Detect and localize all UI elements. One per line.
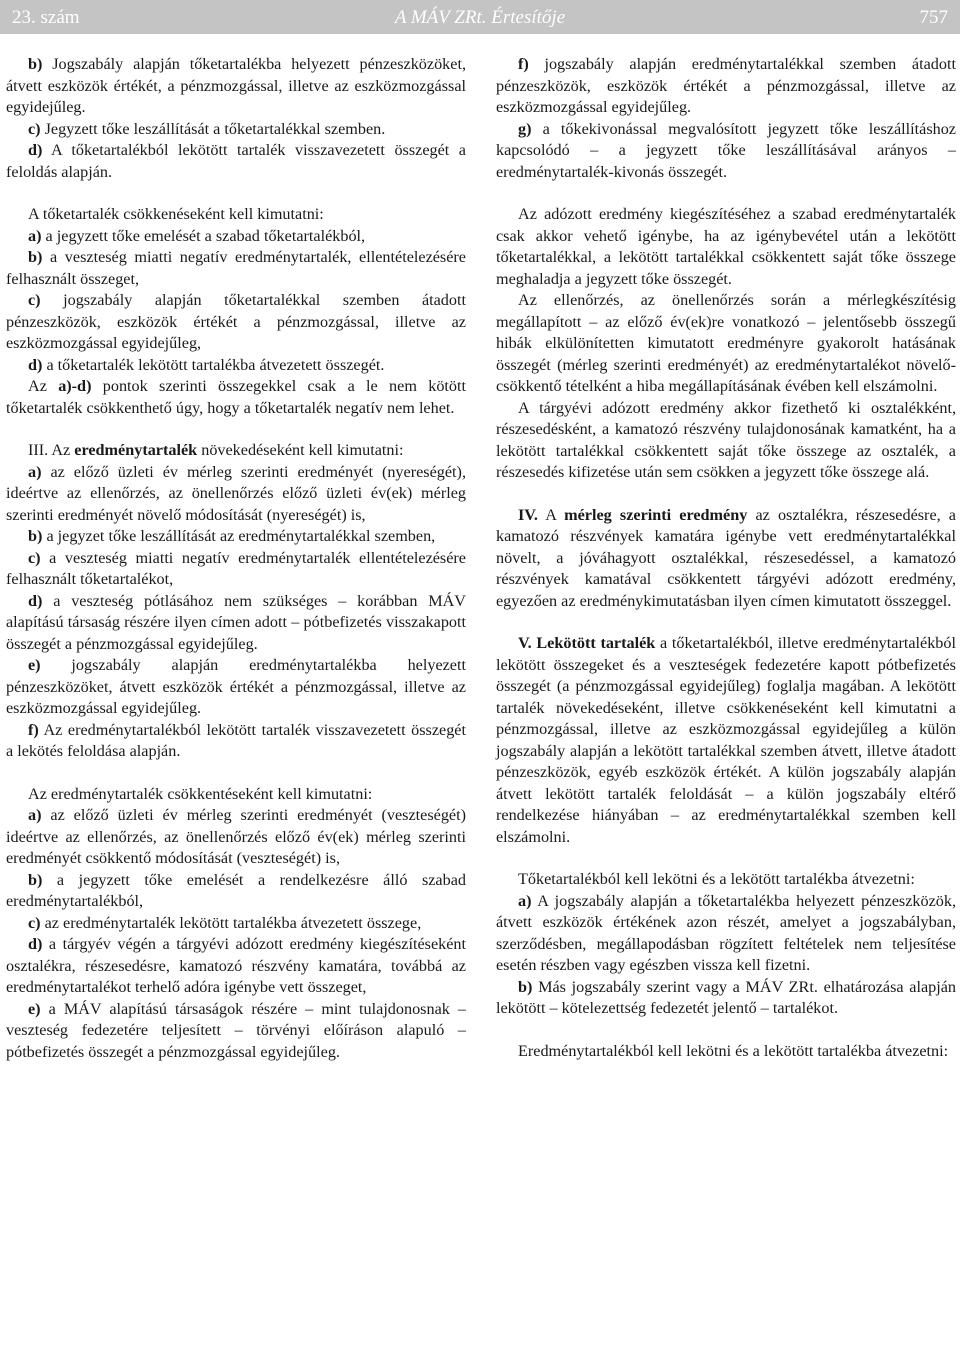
paragraph (6, 226, 466, 248)
item-text: az előző üzleti év mérleg szerinti eredményét (nyereségét), ideértve az ellenőrzés, az önellenőrzés előző üzleti év(ek) mérleg szerinti eredményét növelő módosítását (nyereségét) is, (6, 462, 466, 524)
section-intro: Tőketartalékból kell lekötni és a lekötött tartalékba átvezetni: (518, 870, 915, 888)
item-text: Az eredménytartalékból lekötött tartalék visszavezetett összegét a lekötés feloldása alapján. (6, 720, 466, 760)
section-term: Lekötött tartalék (531, 634, 656, 652)
item-text: jogszabály alapján tőketartalékkal szemben átadott pénzeszközök, eszközök értékét a pénzmozgással, illetve az eszközmozgással egyidejűleg, (6, 291, 466, 352)
section-number: IV. (518, 505, 538, 524)
item-text: az eredménytartalék lekötött tartalékba átvezetett összege, (40, 913, 422, 932)
item-label: e) (28, 656, 41, 674)
item-label: d) (28, 935, 43, 953)
paragraph (6, 54, 466, 119)
paragraph (6, 720, 466, 763)
item-text: pontok szerinti összegekkel csak a le nem kötött tőketartalék csökkenthető úgy, hogy a tőketartalék negatív nem lehet. (6, 377, 466, 417)
item-text: a MÁV alapítású társaságok részére – mint tulajdonosnak – veszteség fedezetére teljesített – törvényi előíráson alapuló – pótbefizetés összegét a pénzmozgással egyidejűleg. (6, 999, 466, 1061)
publication-title: A MÁV ZRt. Értesítője (394, 7, 566, 28)
item-label: b) (518, 977, 533, 996)
item-text: az osztalékra, részesedésre, a kamatozó részvények kamatára igénybe vett eredménytartalékkal növelt, a jóváhagyott osztalékkal, részesedéssel, a kamatozó részvények kamatával csökkentett tárgyévi adózott eredmény, egyezően az eredménykimutatásban ilyen címen kimutatott összeggel. (496, 505, 956, 610)
section-heading-iii (6, 440, 466, 462)
section-number: III. Az (28, 441, 75, 459)
item-text: a jegyzet tőke leszállítását az eredménytartalékkal szemben, (42, 527, 436, 545)
section-number: V. (518, 634, 532, 652)
item-text: a tárgyév végén a tárgyévi adózott eredmény kiegészítéseként osztalékra, részesedésre, kamatozó részvény kamatára, továbbá az eredménytartalékot terhelő adóra igénybe vett összeget, (6, 935, 466, 996)
item-text: Jegyzett tőke leszállítását a tőketartalékkal szemben. (40, 119, 386, 138)
item-label: a) (28, 226, 42, 245)
section-heading-iv (496, 505, 956, 613)
paragraph (6, 526, 466, 548)
item-label: f) (28, 720, 39, 739)
item-label: b) (28, 870, 43, 889)
item-text: a veszteség miatti negatív eredménytartalék ellentételezésére felhasznált tőketartalékot, (6, 548, 466, 588)
paragraph (6, 870, 466, 913)
item-text: Más jogszabály szerint vagy a MÁV ZRt. elhatározása alapján lekötött – kötelezettség fedezetét jelentő – tartalékot. (496, 977, 956, 1017)
item-label: a) (28, 462, 42, 481)
item-label: g) (518, 119, 532, 138)
item-label: a) (28, 806, 42, 824)
section-intro: A tőketartalék csökkenéseként kell kimutatni: (28, 205, 324, 223)
section-heading-v (496, 633, 956, 848)
paragraph (6, 376, 466, 419)
item-label: a) (518, 891, 532, 910)
item-label: e) (28, 999, 41, 1018)
paragraph: A tárgyévi adózott eredmény akkor fizethető ki osztalékként, részesedésként, a kamatozó részvény tulajdonosának kamatként, ha a lekötött tartalékkal csökkentett saját tőke összege az osztalék, a részesedés kifizetése után sem csökken a jegyzett tőke összege alá. (496, 398, 956, 481)
section-term: eredménytartalék (74, 441, 198, 459)
paragraph (6, 462, 466, 527)
item-text: a veszteség pótlásához nem szükséges – korábban MÁV alapítású társaság részére ilyen címen adott – pótbefizetés visszakapott összegét a pénzmozgással egyidejűleg. (6, 591, 466, 653)
paragraph (6, 805, 466, 870)
paragraph (6, 548, 466, 591)
item-text: jogszabály alapján eredménytartalékba helyezett pénzeszközöket, átvett eszközök értékét a pénzmozgással, illetve az eszközmozgással egyidejűleg. (6, 656, 466, 717)
paragraph (6, 934, 466, 999)
item-text: az előző üzleti év mérleg szerinti eredményét (veszteségét) ideértve az ellenőrzés, az önellenőrzés előző év(ek) mérleg szerinti eredményét csökkentő módosítását (veszteségét) is, (6, 806, 466, 867)
paragraph (496, 977, 956, 1020)
paragraph (496, 891, 956, 977)
item-text: a jegyzett tőke emelését a szabad tőketartalékból, (41, 226, 366, 245)
paragraph (6, 999, 466, 1064)
item-text: jogszabály alapján eredménytartalékkal szemben átadott pénzeszközök, eszközök értékét a pénzmozgással, illetve az eszközmozgással egyidejűleg. (496, 55, 956, 116)
item-label: d) (28, 141, 43, 159)
item-text: a veszteség miatti negatív eredménytartalék, ellentételezésére felhasznált összeget, (6, 248, 466, 288)
paragraph: Az adózott eredmény kiegészítéséhez a szabad eredménytartalék csak akkor vehető igénybe, ha az igénybevétel után a lekötött tőketartalékkal, a lekötött tartalékkal csökkentett saját tőke összege meghaladja a jegyzett tőke összegét. (496, 205, 956, 288)
item-text: a tőkekivonással megvalósított jegyzett tőke leszállításhoz kapcsolódó – a jegyzett tőke leszállításával arányos – eredménytartalék-kivonás összegét. (496, 119, 956, 181)
item-prefix: Az (28, 377, 59, 395)
section-term: mérleg szerinti eredmény (564, 505, 748, 524)
item-text: A tőketartalékból lekötött tartalék visszavezetett összegét a feloldás alapján. (6, 141, 466, 181)
section-intro: Az eredménytartalék csökkentéseként kell kimutatni: (28, 784, 373, 803)
paragraph: Az ellenőrzés, az önellenőrzés során a mérlegkészítésig megállapított – az előző év(ek)re vonatkozó – jelentősebb összegű hibák elkülönítetten kimutatott eredményre gyakorolt hatásának összegét (mérleg szerinti eredményét) az eredménytartalékot növelő-csökkentő tételként a hiba megállapításának évében kell elszámolni. (496, 291, 956, 395)
item-label: c) (28, 291, 41, 309)
item-text: Jogszabály alapján tőketartalékba helyezett pénzeszközöket, átvett eszközök értékét, a pénzmozgással, illetve az eszközmozgással egyidejűleg. (6, 55, 466, 116)
item-prefix: A (537, 505, 565, 524)
item-label: d) (28, 591, 43, 610)
item-text: a jegyzett tőke emelését a rendelkezésre álló szabad eredménytartalékból, (6, 870, 466, 910)
paragraph (6, 655, 466, 720)
item-text: a tőketartalékból, illetve eredménytartalékból lekötött összegeket és a veszteségek fedezetére kapott pótbefizetés összegét (a pénzmozgással egyidejűleg) foglalja magában. A lekötött tartalék növekedéseként, illetve csökkenéseként kell kimutatni a pénzmozgással, illetve az eszközmozgással egyidejűleg a külön jogszabály alapján a lekötött tartalékkal szemben átvett, illetve átadott pénzeszközök, egyéb eszközök értékét. A külön jogszabály alapján átvett lekötött tartalék feloldását – a külön jogszabály eltérő rendelkezése hiányában – az eredménytartalékkal szemben kell elszámolni. (496, 634, 956, 846)
paragraph (6, 913, 466, 935)
item-text: növekedéseként kell kimutatni: (197, 441, 404, 459)
item-label: f) (518, 55, 529, 73)
item-label: b) (28, 55, 43, 73)
item-text: a tőketartalék lekötött tartalékba átvezetett összegét. (42, 355, 385, 374)
paragraph (6, 247, 466, 290)
paragraph (6, 140, 466, 183)
paragraph (6, 290, 466, 355)
item-label: c) (28, 119, 41, 138)
item-text: A jogszabály alapján a tőketartalékba helyezett pénzeszközök, átvett eszközök értékének azon részét, amelyet a jogszabályban, szerződésben, megállapodásban rögzített feltételek nem teljesítése esetén részben vagy egészben vissza kell fizetni. (496, 891, 956, 974)
paragraph (496, 119, 956, 184)
item-label: a)-d) (58, 377, 92, 395)
item-label: b) (28, 248, 43, 266)
paragraph (6, 591, 466, 656)
page-number-right: 757 (919, 7, 948, 28)
item-label: d) (28, 355, 43, 374)
page-header (0, 0, 960, 34)
item-label: b) (28, 527, 43, 545)
left-column (6, 54, 466, 1063)
page-number-left: 23. szám (12, 7, 80, 28)
item-label: c) (28, 913, 41, 932)
item-label: c) (28, 548, 41, 567)
paragraph (496, 54, 956, 119)
section-intro: Eredménytartalékból kell lekötni és a lekötött tartalékba átvezetni: (518, 1041, 949, 1060)
paragraph (6, 355, 466, 377)
right-column (496, 54, 956, 1062)
paragraph (6, 119, 466, 141)
